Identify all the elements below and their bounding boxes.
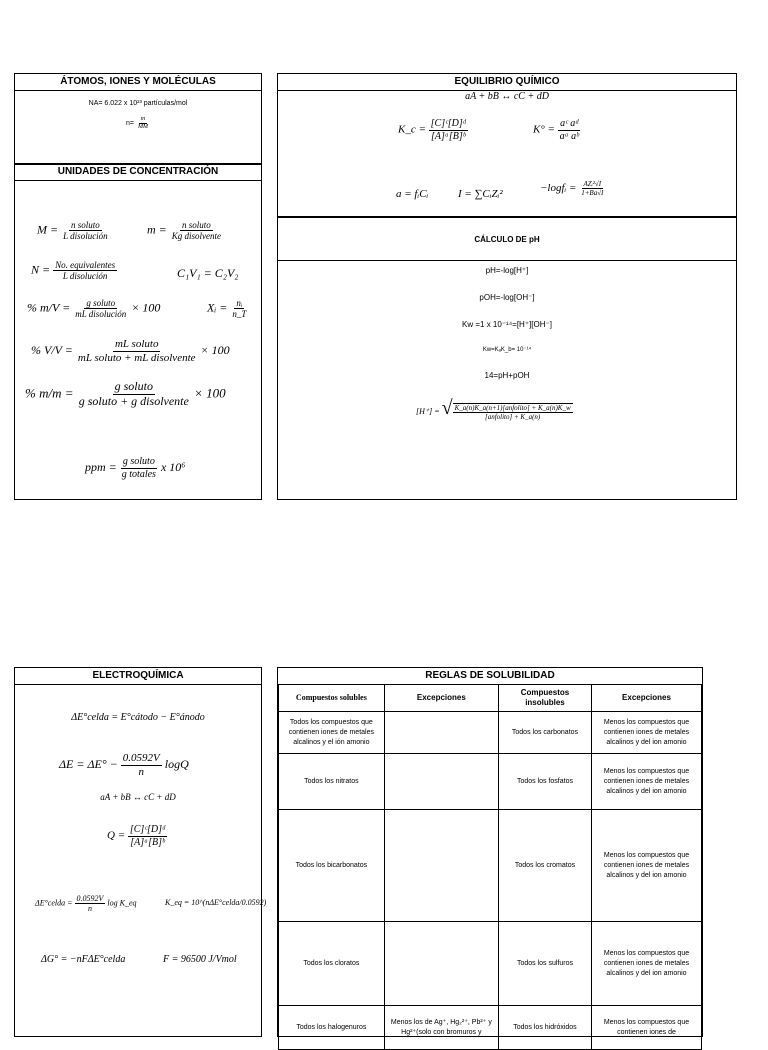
normalidad-formula: N = $\frac{\text{No. equivalentes}}{\text{L disolución}}$: [31, 260, 116, 282]
unidades-title: UNIDADES DE CONCENTRACIÓN: [15, 164, 261, 181]
cell-insoluble: Todos los hidróxidos: [498, 1006, 591, 1050]
ph-poh-sum-line: 14=pH+pOH: [484, 371, 530, 380]
cell-exception: Menos los de Ag⁺, Hg₂²⁺, Pb²⁺ y Hg²⁺(solo con bromuros y: [384, 1006, 498, 1050]
ka-formula: K° = $\frac{\text{aᶜ aᵈ}}{\text{aᵃ aᵇ}}$: [533, 118, 579, 142]
avogadro-formula: NA= 6.022 x 10²³ partículas/mol: [88, 100, 188, 107]
electro-panel: [14, 667, 267, 1037]
moles-num: m: [140, 116, 146, 122]
cell-exception: [384, 754, 498, 810]
electro-title: ELECTROQUÍMICA: [15, 668, 261, 685]
poh-line: pOH=-log[OH⁻]: [479, 293, 535, 302]
faraday-formula: F = 96500 J/Vmol: [163, 954, 237, 965]
equilibrio-title: EQUILIBRIO QUÍMICO: [278, 74, 736, 91]
cell-exception: Menos los compuestos que contienen iones de metales alcalinos y del ion amonio: [592, 922, 702, 1006]
keq-formula: ΔE°celda = $\frac{0.0592V}{n}$ log K_eq: [35, 894, 137, 914]
cell-exception: Menos los compuestos que contienen iones de: [592, 1006, 702, 1050]
table-row: [279, 754, 702, 810]
table-row: [279, 810, 702, 922]
header-compuestos-solubles: Compuestos solubles: [279, 685, 385, 712]
ionic-strength-formula: I = ∑CᵢZᵢ²: [458, 188, 503, 200]
keq-exp-formula: K_eq = 10^(nΔE°celda/0.0592): [165, 898, 267, 907]
moles-formula: [15, 116, 261, 131]
kw-ka-kb-line: Kw=KₐK_b= 10⁻¹⁴: [482, 347, 532, 353]
moles-den: MM: [137, 123, 148, 130]
kw-line: Kw =1 x 10⁻¹⁴=[H⁺][OH⁻]: [462, 320, 552, 329]
table-row: [279, 1006, 702, 1050]
solubilidad-table: [278, 684, 702, 1050]
header-compuestos-insolubles: Compuestos insolubles: [498, 685, 591, 712]
cell-soluble: Todos los cloratos: [279, 922, 385, 1006]
debye-huckel-formula: −logfᵢ = $\frac{\text{AZᵢ²√I}}{1+Ba√I}$: [540, 180, 604, 198]
gibbs-formula: ΔG° = −nFΔE°celda: [41, 954, 126, 965]
equilibrio-reaction: aA + bB ↔ cC + dD: [465, 91, 549, 102]
mm-formula: % m/m = $\frac{\text{g soluto}}{\text{g soluto + g disolvente}}$ × 100: [25, 379, 226, 408]
solubilidad-panel: [277, 667, 703, 1037]
molaridad-formula: M = $\frac{\text{n soluto}}{\text{L disolución}}$: [37, 220, 108, 242]
cell-soluble: Todos los bicarbonatos: [279, 810, 385, 922]
cell-soluble: Todos los compuestos que contienen iones de metales alcalinos y el ión amonio: [279, 712, 385, 754]
header-excepciones-2: Excepciones: [592, 685, 702, 712]
cell-exception: [384, 712, 498, 754]
cell-insoluble: Todos los sulfuros: [498, 922, 591, 1006]
equilibrio-panel: [277, 73, 737, 218]
cell-exception: Menos los compuestos que contienen iones de metales alcalinos y del ion amonio: [592, 712, 702, 754]
kc-formula: K_c = $\frac{\text{[C]ᶜ[D]ᵈ}}{\text{[A]ᵃ[B]ᵇ}}$: [398, 118, 466, 142]
cell-insoluble: Todos los fosfatos: [498, 754, 591, 810]
dilucion-formula: C₁V₁ = C₂V₂: [177, 266, 239, 280]
electro-reaction: aA + bB ↔ cC + dD: [100, 792, 176, 802]
unidades-panel: [14, 163, 262, 500]
ph-panel: [277, 216, 737, 500]
ph-title: CÁLCULO DE pH: [474, 235, 540, 244]
h-concentration-formula: [H⁺] = √ $\frac{\text{K\_a(n)K\_a(n+1)[anfolito] + K\_a(n)K\_w}}{\text{[anfolito] + K\_a(n)}}$: [416, 397, 571, 422]
cell-exception: Menos los compuestos que contienen iones de metales alcalinos y del ion amonio: [592, 810, 702, 922]
cell-exception: [384, 810, 498, 922]
table-row: [279, 922, 702, 1006]
molalidad-formula: m = $\frac{\text{n soluto}}{\text{Kg disolvente}}$: [147, 220, 222, 242]
activity-formula: a = fᵢCᵢ: [396, 188, 429, 200]
ppm-formula: ppm = $\frac{\text{g soluto}}{\text{g totales}}$ x 10⁶: [85, 456, 186, 480]
moles-lhs: n=: [126, 120, 135, 128]
cell-soluble: Todos los halogenuros: [279, 1006, 385, 1050]
fraccion-molar-formula: Xᵢ = $\frac{\text{nᵢ}}{n\_T}$: [207, 298, 247, 320]
q-formula: Q = $\frac{\text{[C]ᶜ[D]ᵈ}}{\text{[A]ᵃ[B]ᵇ}}$: [107, 824, 166, 848]
ph-line: pH=-log[H⁺]: [485, 266, 529, 275]
vv-formula: % V/V = $\frac{\text{mL soluto}}{\text{mL soluto + mL disolvente}}$ × 100: [31, 338, 230, 364]
solubilidad-title: REGLAS DE SOLUBILIDAD: [278, 668, 702, 685]
cell-soluble: Todos los nitratos: [279, 754, 385, 810]
mv-formula: % m/V = $\frac{\text{g soluto}}{\text{mL disolución}}$ × 100: [27, 298, 161, 320]
cell-insoluble: Todos los cromatos: [498, 810, 591, 922]
table-row: [279, 712, 702, 754]
nernst-formula: ΔE = ΔE° − $\frac{0.0592V}{n}$ logQ: [59, 752, 189, 778]
e-celda-formula: ΔE°celda = E°cátodo − E°ánodo: [71, 712, 205, 723]
cell-insoluble: Todos los carbonatos: [498, 712, 591, 754]
cell-exception: [384, 922, 498, 1006]
atomos-title: ÁTOMOS, IONES Y MOLÉCULAS: [15, 74, 261, 91]
header-excepciones-1: Excepciones: [384, 685, 498, 712]
cell-exception: Menos los compuestos que contienen iones de metales alcalinos y del ion amonio: [592, 754, 702, 810]
atomos-panel: [14, 73, 262, 165]
